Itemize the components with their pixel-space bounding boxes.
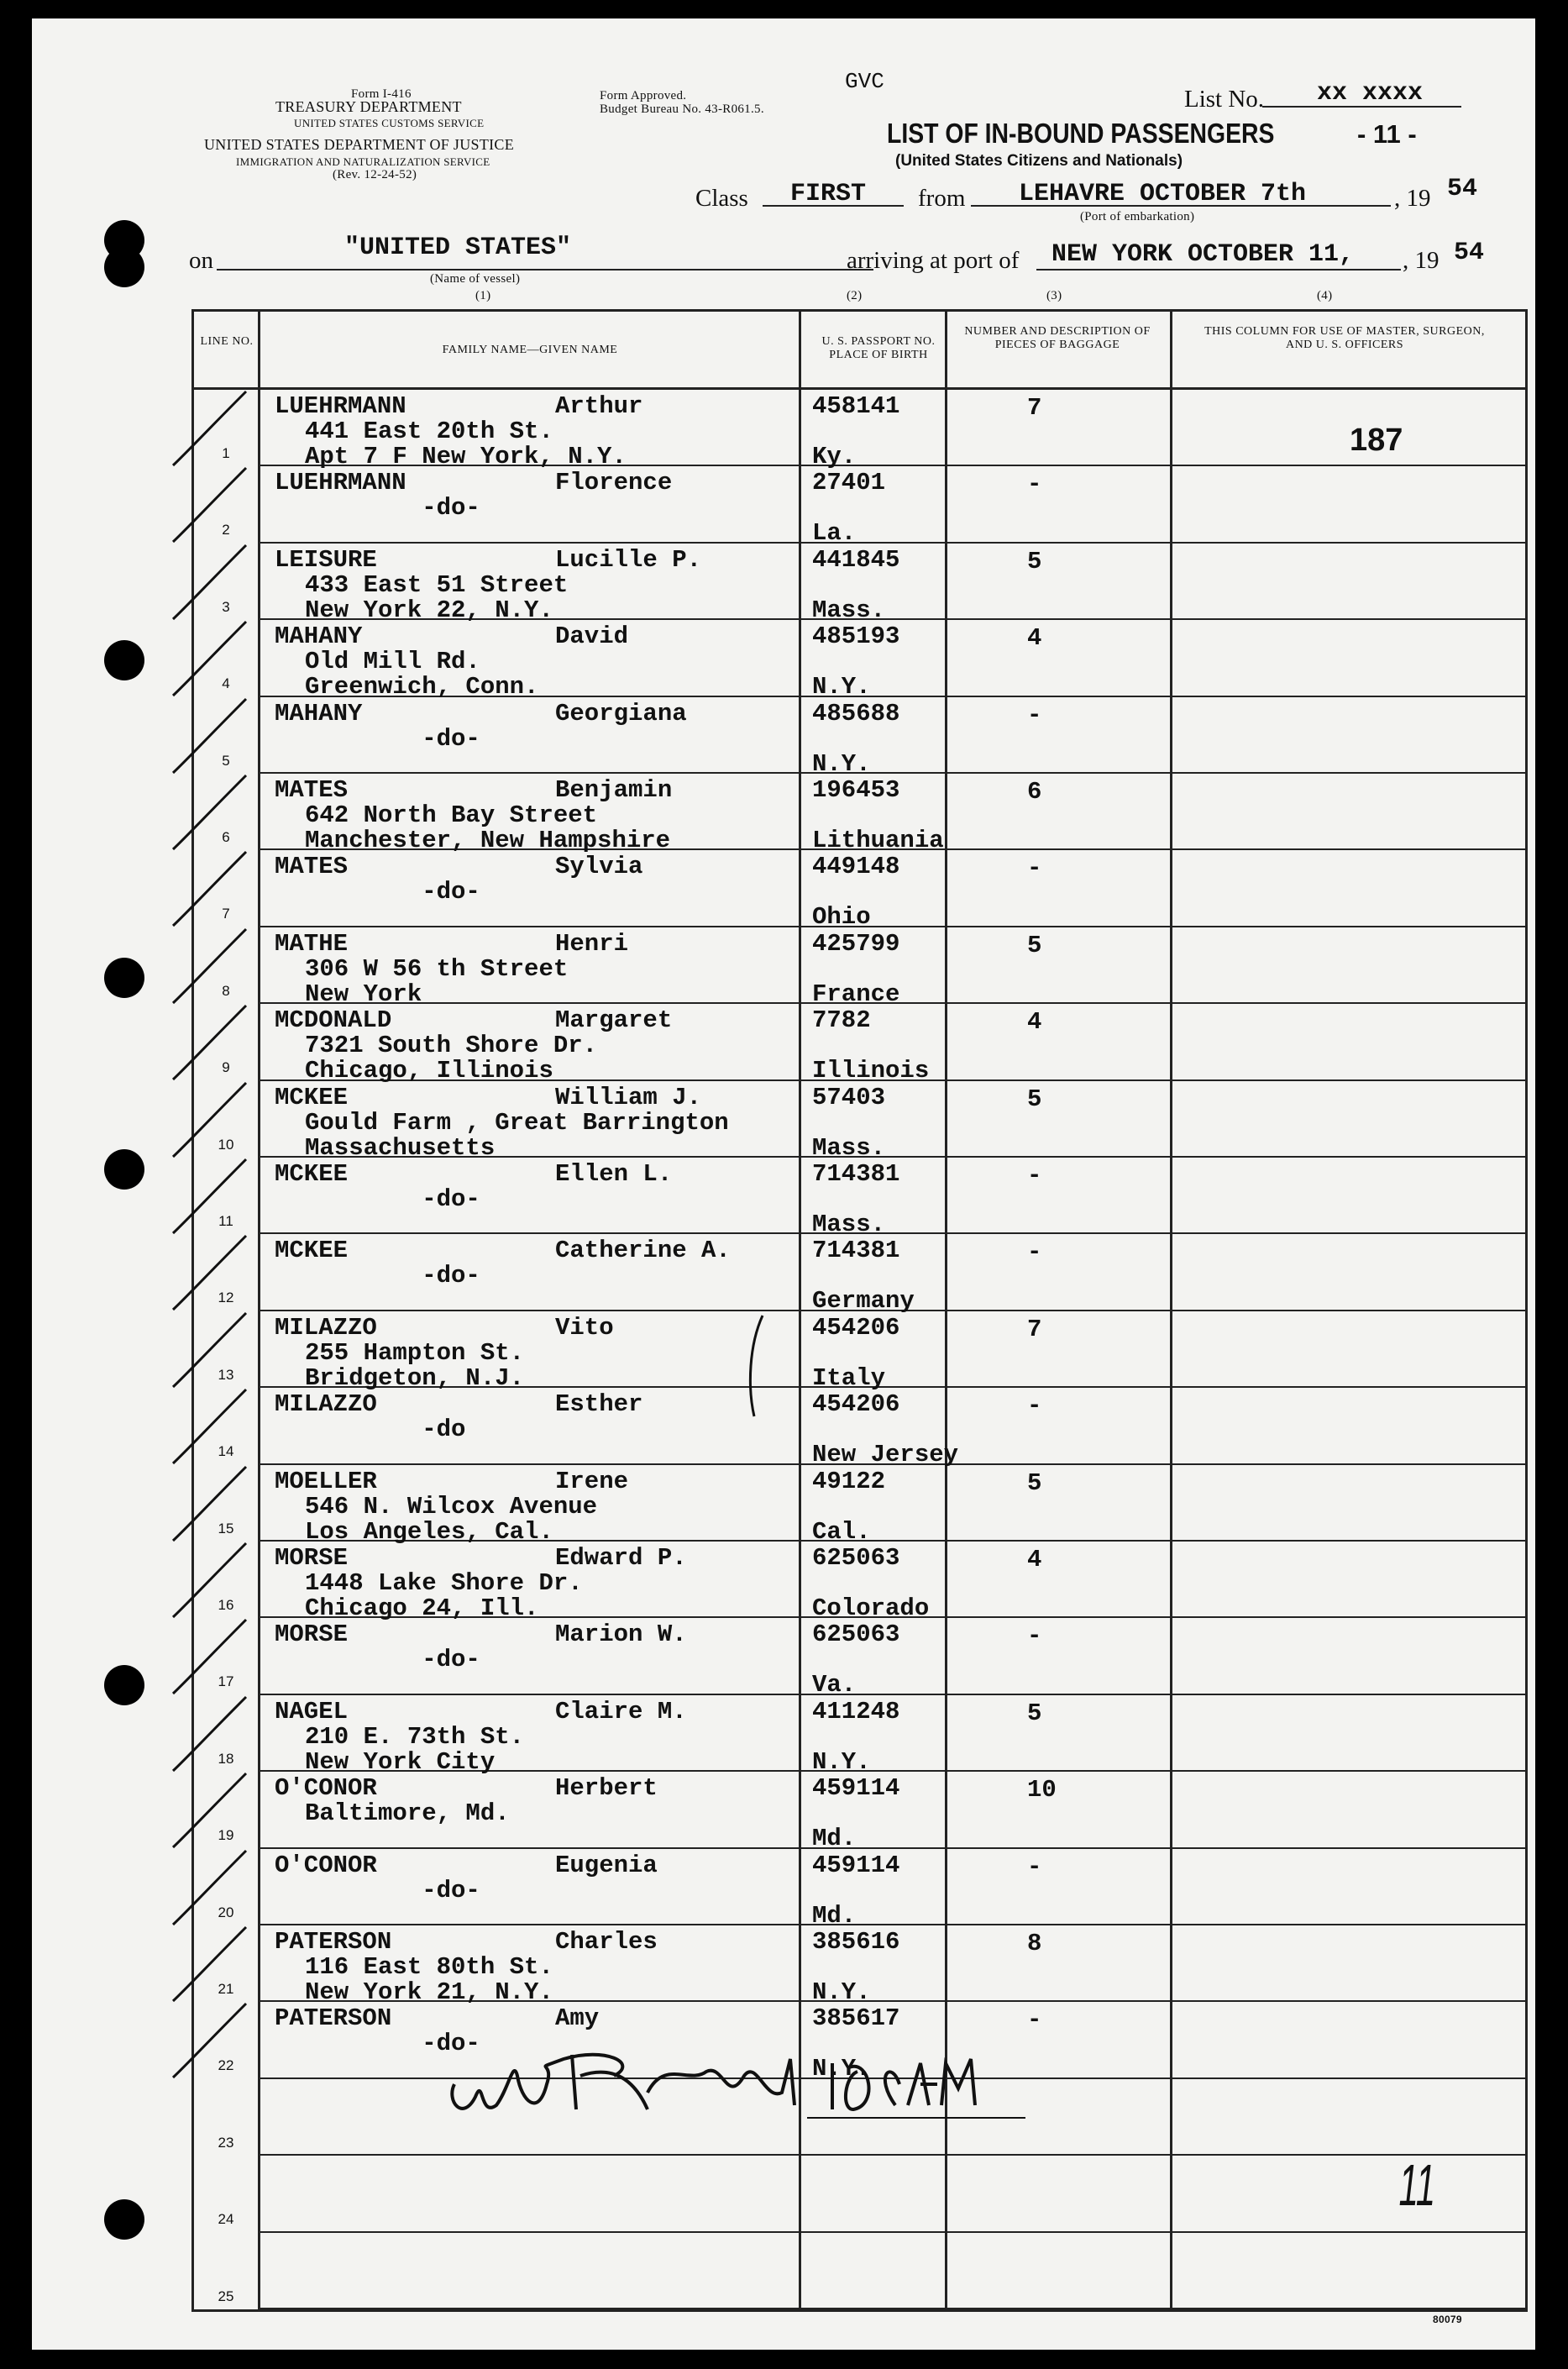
address-line-2: Chicago 24, Ill.	[305, 1594, 539, 1622]
place-of-birth: New Jersey	[812, 1441, 959, 1469]
baggage-count: -	[1027, 1238, 1042, 1267]
family-name: MATHE	[275, 929, 349, 958]
address-line-1: -do-	[305, 878, 480, 906]
table-row	[194, 1618, 1525, 1699]
row-rule	[258, 2308, 1525, 2309]
given-name: Arthur	[555, 392, 643, 420]
address-line-1: 7321 South Shore Dr.	[305, 1032, 598, 1060]
family-name: MOELLER	[275, 1467, 377, 1495]
passport-number: 625063	[812, 1544, 900, 1572]
header-name: FAMILY NAME—GIVEN NAME	[442, 344, 618, 356]
address-line-1: 255 Hampton St.	[305, 1338, 525, 1367]
family-name: MILAZZO	[275, 1390, 377, 1419]
line-number: 11	[218, 1213, 233, 1229]
passport-number: 714381	[812, 1160, 900, 1188]
address-line-2: Apt 7 F New York, N.Y.	[305, 443, 627, 470]
passport-number: 459114	[812, 1851, 900, 1879]
given-name: Charles	[555, 1928, 658, 1956]
line-number: 9	[222, 1059, 230, 1076]
budget-bureau: Budget Bureau No. 43-R061.5.	[600, 102, 764, 116]
address-line-2: New York	[305, 980, 422, 1008]
given-name: Catherine A.	[555, 1237, 731, 1265]
baggage-count: 4	[1027, 624, 1042, 653]
table-row	[194, 1004, 1525, 1085]
header-officers: THIS COLUMN FOR USE OF MASTER, SURGEON, AND U. S. OFFICERS	[1204, 325, 1485, 351]
given-name: Lucille P.	[555, 545, 702, 574]
baggage-count: 5	[1027, 1699, 1042, 1727]
punch-hole	[104, 1665, 144, 1705]
table-row	[194, 390, 1525, 470]
line-number: 12	[218, 1290, 234, 1306]
place-of-birth: N.Y.	[812, 2055, 871, 2083]
baggage-count: 4	[1027, 1546, 1042, 1573]
punch-hole	[104, 958, 144, 998]
line-number: 19	[218, 1827, 234, 1844]
baggage-count: -	[1027, 2006, 1042, 2035]
line-number: 6	[222, 829, 230, 845]
given-name: Claire M.	[555, 1697, 687, 1726]
given-name: William J.	[555, 1083, 702, 1111]
passport-number: 425799	[812, 929, 900, 958]
family-name: MATES	[275, 776, 349, 804]
given-name: Marion W.	[555, 1620, 687, 1649]
address-line-1: -do-	[305, 1646, 480, 1674]
place-of-birth: Ky.	[812, 443, 857, 470]
family-name: LUEHRMANN	[275, 392, 406, 420]
table-row	[194, 774, 1525, 854]
given-name: Vito	[555, 1313, 614, 1342]
header-line-no: LINE NO.	[200, 335, 254, 348]
table-row	[194, 466, 1525, 548]
passport-number: 454206	[812, 1390, 900, 1419]
family-name: MATES	[275, 853, 349, 881]
address-line-1: -do-	[305, 1876, 480, 1904]
family-name: NAGEL	[275, 1697, 349, 1726]
family-name: LUEHRMANN	[275, 469, 406, 497]
table-row	[194, 2233, 1525, 2309]
baggage-count: -	[1027, 701, 1042, 729]
table-row	[194, 1158, 1525, 1238]
baggage-count: 10	[1027, 1776, 1057, 1804]
punch-hole	[104, 2199, 144, 2240]
passport-number: 454206	[812, 1313, 900, 1342]
place-of-birth: Germany	[812, 1287, 915, 1316]
table-row	[194, 1311, 1525, 1392]
line-number: 21	[218, 1981, 234, 1997]
vessel-underline	[217, 269, 873, 271]
passport-number: 449148	[812, 853, 900, 881]
place-of-birth: Mass.	[812, 1211, 886, 1238]
passport-number: 411248	[812, 1697, 900, 1726]
col4-caption: (4)	[1317, 289, 1333, 302]
place-of-birth: Illinois	[812, 1057, 930, 1085]
list-no-label: List No.	[1184, 86, 1265, 113]
given-name: Ellen L.	[555, 1160, 673, 1188]
table-row	[194, 927, 1525, 1008]
family-name: PATERSON	[275, 2004, 392, 2033]
given-name: Eugenia	[555, 1851, 658, 1879]
officer-note: 187	[1350, 423, 1403, 458]
line-number: 2	[222, 522, 230, 538]
baggage-count: 4	[1027, 1008, 1042, 1037]
family-name: MILAZZO	[275, 1313, 377, 1342]
check-mark	[160, 1997, 253, 2089]
place-of-birth: N.Y.	[812, 1747, 871, 1776]
family-name: MCKEE	[275, 1160, 349, 1188]
baggage-count: -	[1027, 470, 1042, 499]
table-row	[194, 2156, 1525, 2232]
table-body	[194, 390, 1525, 2309]
given-name: Herbert	[555, 1774, 658, 1803]
table-row	[194, 1465, 1525, 1546]
place-of-birth: France	[812, 980, 900, 1008]
baggage-count: 7	[1027, 1315, 1042, 1343]
place-of-birth: Md.	[812, 1825, 857, 1853]
place-of-birth: Mass.	[812, 1133, 886, 1162]
address-line-1: 441 East 20th St.	[305, 418, 553, 445]
baggage-count: 5	[1027, 931, 1042, 959]
given-name: Esther	[555, 1390, 643, 1419]
from-year-value: 54	[1447, 175, 1478, 203]
page-number: - 11 -	[1357, 119, 1417, 149]
place-of-birth: Md.	[812, 1901, 857, 1930]
from-year-prefix: , 19	[1394, 185, 1431, 212]
customs-service: UNITED STATES CUSTOMS SERVICE	[294, 117, 485, 129]
page-title: LIST OF IN-BOUND PASSENGERS	[887, 118, 1275, 149]
manifest-page	[32, 18, 1535, 2350]
place-of-birth: N.Y.	[812, 1978, 871, 2006]
baggage-count: 6	[1027, 778, 1042, 806]
table-row	[194, 1849, 1525, 1930]
given-name: Edward P.	[555, 1544, 687, 1572]
line-number: 16	[218, 1597, 234, 1613]
line-number: 1	[222, 445, 230, 461]
table-row	[194, 1772, 1525, 1853]
given-name: Sylvia	[555, 853, 643, 881]
page-subtitle: (United States Citizens and Nationals)	[895, 152, 1183, 170]
baggage-count: 8	[1027, 1930, 1042, 1957]
place-of-birth: N.Y.	[812, 673, 871, 701]
given-name: Margaret	[555, 1006, 673, 1035]
table-row	[194, 1234, 1525, 1316]
passport-number: 458141	[812, 392, 900, 420]
gvc-mark: GVC	[845, 69, 884, 94]
address-line-1: -do-	[305, 1262, 480, 1290]
line-number: 8	[222, 982, 230, 999]
ins-service: IMMIGRATION AND NATURALIZATION SERVICE	[236, 155, 490, 168]
vessel-caption: (Name of vessel)	[430, 272, 521, 286]
address-line-2: Bridgeton, N.J.	[305, 1363, 525, 1392]
table-row	[194, 1081, 1525, 1162]
passport-number: 485688	[812, 699, 900, 728]
given-name: Henri	[555, 929, 629, 958]
passport-number: 459114	[812, 1774, 900, 1803]
address-line-2: Manchester, New Hampshire	[305, 827, 671, 854]
baggage-count: 5	[1027, 1468, 1042, 1497]
family-name: LEISURE	[275, 545, 377, 574]
place-of-birth: Lithuania	[812, 827, 944, 854]
punch-hole	[104, 247, 144, 287]
list-no-value: xx xxxx	[1317, 79, 1424, 108]
arrival-value: NEW YORK OCTOBER 11,	[1051, 240, 1355, 269]
line-number: 25	[218, 2288, 234, 2304]
col1-caption: (1)	[475, 289, 491, 302]
passport-number: 27401	[812, 469, 886, 497]
line-number: 10	[218, 1136, 234, 1153]
family-name: PATERSON	[275, 1928, 392, 1956]
line-number: 14	[218, 1443, 234, 1460]
bracket-mark	[744, 1311, 769, 1421]
treasury-dept: TREASURY DEPARTMENT	[275, 98, 462, 115]
passenger-table	[191, 309, 1528, 2312]
print-code: 80079	[1433, 2314, 1462, 2325]
class-label: Class	[695, 185, 748, 212]
form-approved: Form Approved.	[600, 89, 687, 102]
signature-image	[438, 2025, 1042, 2135]
baggage-count: -	[1027, 854, 1042, 883]
given-name: David	[555, 622, 629, 651]
line-number: 4	[222, 675, 230, 692]
table-row	[194, 1388, 1525, 1469]
place-of-birth: Ohio	[812, 903, 871, 932]
address-line-1: Old Mill Rd.	[305, 648, 480, 676]
line-number: 7	[222, 906, 230, 922]
baggage-count: -	[1027, 1392, 1042, 1421]
passport-number: 57403	[812, 1083, 886, 1111]
passport-number: 49122	[812, 1467, 886, 1495]
given-name: Georgiana	[555, 699, 687, 728]
family-name: MORSE	[275, 1620, 349, 1649]
address-line-1: -do-	[305, 494, 480, 523]
arriving-label: arriving at port of	[847, 247, 1020, 274]
line-number: 24	[218, 2211, 234, 2228]
revision-date: (Rev. 12-24-52)	[333, 168, 417, 181]
passport-number: 385617	[812, 2004, 900, 2033]
baggage-count: 7	[1027, 394, 1042, 422]
place-of-birth: Italy	[812, 1363, 886, 1392]
address-line-2: New York 21, N.Y.	[305, 1978, 553, 2006]
address-line-1: 642 North Bay Street	[305, 801, 598, 829]
passport-number: 196453	[812, 776, 900, 804]
line-number: 23	[218, 2134, 234, 2151]
punch-hole	[104, 1149, 144, 1190]
family-name: O'CONOR	[275, 1774, 377, 1803]
address-line-2: New York City	[305, 1747, 496, 1776]
line-number: 5	[222, 752, 230, 769]
given-name: Benjamin	[555, 776, 673, 804]
line-number: 18	[218, 1750, 234, 1767]
place-of-birth: Cal.	[812, 1517, 871, 1546]
port-embarkation-caption: (Port of embarkation)	[1080, 210, 1195, 223]
baggage-count: 5	[1027, 547, 1042, 575]
address-line-1: 210 E. 73th St.	[305, 1722, 525, 1751]
table-row	[194, 544, 1525, 624]
page-tally: 11	[1398, 2152, 1436, 2218]
given-name: Irene	[555, 1467, 629, 1495]
table-row	[194, 1695, 1525, 1776]
justice-dept: UNITED STATES DEPARTMENT OF JUSTICE	[204, 136, 515, 153]
address-line-1: -do-	[305, 2030, 480, 2058]
given-name: Amy	[555, 2004, 600, 2033]
header-baggage: NUMBER AND DESCRIPTION OF PIECES OF BAGGAGE	[964, 325, 1151, 351]
arrive-year-prefix: , 19	[1403, 247, 1440, 274]
address-line-1: Gould Farm , Great Barrington	[305, 1108, 729, 1137]
embarkation-value: LEHAVRE OCTOBER 7th	[1019, 180, 1307, 208]
baggage-count: 5	[1027, 1085, 1042, 1113]
address-line-2: New York 22, N.Y.	[305, 596, 553, 624]
passport-number: 441845	[812, 545, 900, 574]
family-name: MCDONALD	[275, 1006, 392, 1035]
vessel-name: "UNITED STATES"	[344, 234, 572, 262]
family-name: MORSE	[275, 1544, 349, 1572]
place-of-birth: Mass.	[812, 596, 886, 624]
passport-number: 7782	[812, 1006, 871, 1035]
table-row	[194, 697, 1525, 778]
address-line-1: 1448 Lake Shore Dr.	[305, 1569, 583, 1597]
family-name: MCKEE	[275, 1237, 349, 1265]
place-of-birth: Va.	[812, 1671, 857, 1699]
arrive-year-value: 54	[1454, 239, 1485, 267]
address-line-1: 306 W 56 th Street	[305, 954, 569, 983]
from-label: from	[918, 185, 966, 212]
class-value: FIRST	[790, 180, 867, 208]
address-line-2: Massachusetts	[305, 1133, 496, 1162]
arrival-underline	[1036, 269, 1401, 271]
on-label: on	[189, 247, 213, 274]
address-line-2: Chicago, Illinois	[305, 1057, 553, 1085]
address-line-1: -do-	[305, 724, 480, 753]
address-line-2: Los Angeles, Cal.	[305, 1517, 553, 1546]
line-number: 22	[218, 2057, 234, 2074]
family-name: MCKEE	[275, 1083, 349, 1111]
table-row	[194, 1542, 1525, 1622]
address-line-2: Greenwich, Conn.	[305, 673, 539, 701]
address-line-1: 116 East 80th St.	[305, 1953, 553, 1981]
family-name: O'CONOR	[275, 1851, 377, 1879]
table-row	[194, 620, 1525, 701]
address-line-1: -do-	[305, 1185, 480, 1213]
header-passport: U. S. PASSPORT NO. PLACE OF BIRTH	[821, 335, 936, 361]
line-number: 17	[218, 1673, 234, 1690]
form-number: Form I-416	[351, 87, 412, 101]
family-name: MAHANY	[275, 622, 363, 651]
baggage-count: -	[1027, 1852, 1042, 1881]
place-of-birth: Colorado	[812, 1594, 930, 1622]
passport-number: 714381	[812, 1237, 900, 1265]
col3-caption: (3)	[1046, 289, 1062, 302]
punch-hole	[104, 640, 144, 680]
family-name: MAHANY	[275, 699, 363, 728]
address-line-1: 433 East 51 Street	[305, 570, 569, 599]
passport-number: 385616	[812, 1928, 900, 1956]
passport-number: 485193	[812, 622, 900, 651]
address-line-1: 546 N. Wilcox Avenue	[305, 1492, 598, 1521]
address-line-1: Baltimore, Md.	[305, 1799, 510, 1828]
line-number: 20	[218, 1904, 234, 1920]
baggage-count: -	[1027, 1622, 1042, 1651]
col2-caption: (2)	[847, 289, 863, 302]
line-number: 3	[222, 598, 230, 615]
baggage-count: -	[1027, 1162, 1042, 1190]
line-number: 15	[218, 1520, 234, 1536]
table-row	[194, 850, 1525, 932]
given-name: Florence	[555, 469, 673, 497]
place-of-birth: N.Y.	[812, 749, 871, 778]
passport-number: 625063	[812, 1620, 900, 1649]
line-number: 13	[218, 1366, 234, 1383]
address-line-1: -do	[305, 1416, 466, 1444]
place-of-birth: La.	[812, 519, 857, 548]
table-row	[194, 1925, 1525, 2006]
